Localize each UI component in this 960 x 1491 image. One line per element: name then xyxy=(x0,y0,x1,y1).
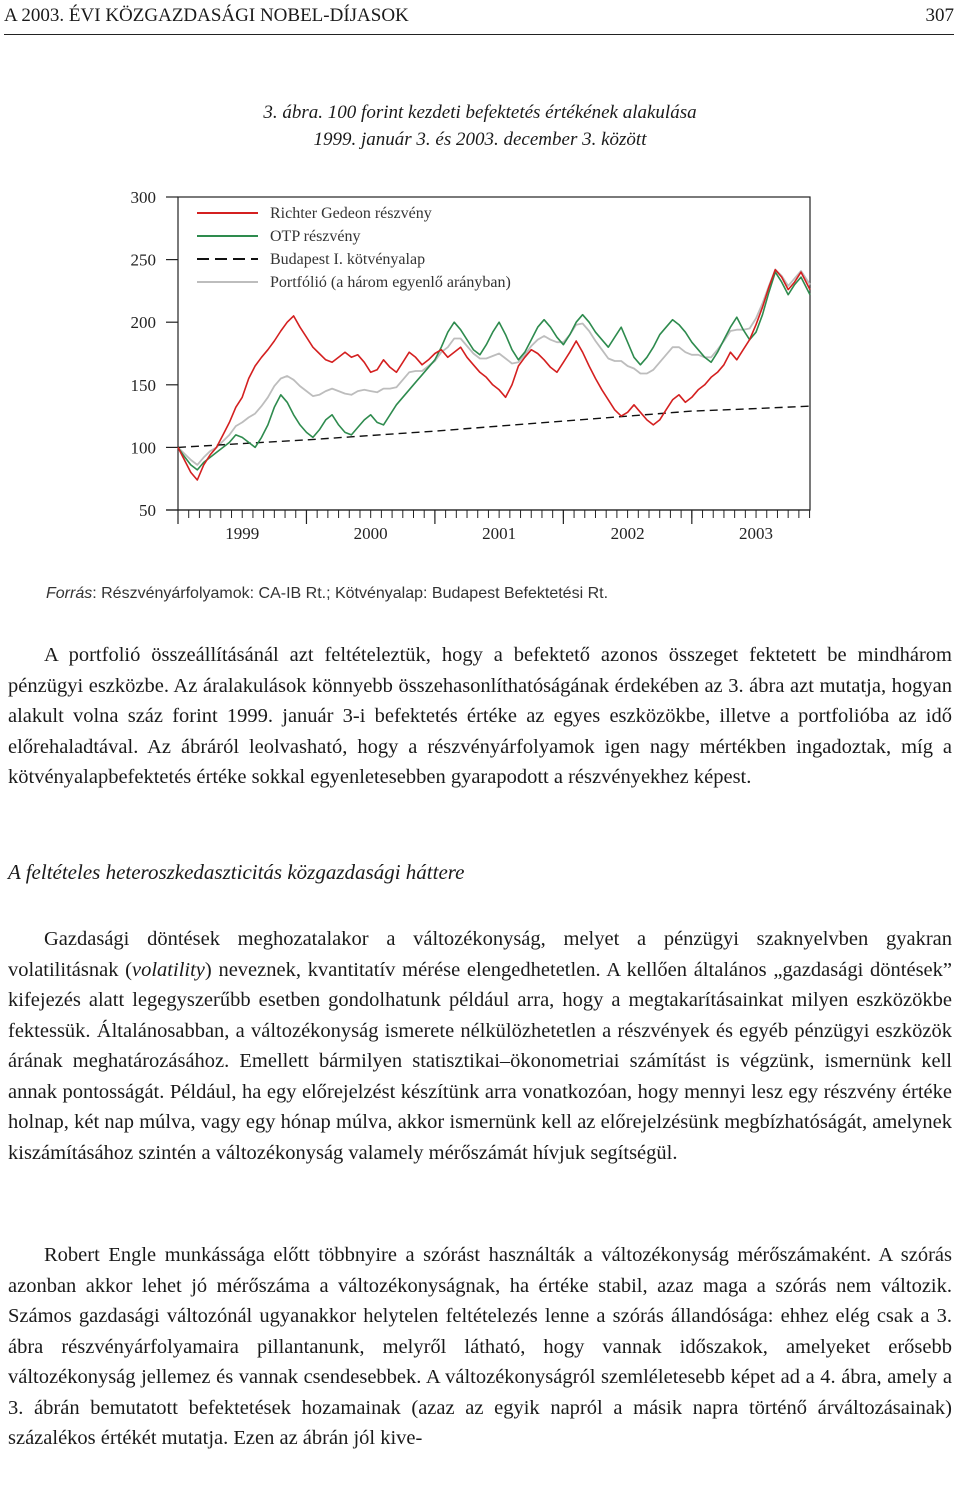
x-tick-label: 2000 xyxy=(353,524,388,543)
figure-title-line-2: 1999. január 3. és 2003. december 3. között xyxy=(313,129,647,150)
running-title: A 2003. ÉVI KÖZGAZDASÁGI NOBEL-DÍJASOK xyxy=(4,5,409,26)
paragraph-2-text-b: ) neveznek, kvantitatív mérése elengedhetetlen. A kellően általános „gazdasági döntések” kifejezés alatt legegyszerűbb esetben gondolhatunk például arra, hogy a megtakarításainkat milyen eszközökbe fektessük. Általánosabban, a változékonyság ismerete nélkülözhetetlen a részvények és egyéb pénzügyi eszközök árának meghatározásához. Emellett bármilyen statisztikai–ökonometriai számítást is végzünk, ismernünk kell annak pontosságát. Például, ha egy előrejelzést készítünk arra vonatkozóan, hogy mennyi lesz egy részvény értéke holnap, két nap múlva, vagy egy hónap múlva, akkor ismernünk kell az előrejelzésünk megbízhatóságát, amelynek kiszámításához szintén a változékonyság valamely mérőszámát hívjuk segítségül. xyxy=(8,958,952,1164)
line-chart xyxy=(0,180,960,560)
section-heading: A feltételes heteroszkedaszticitás közgazdasági háttere xyxy=(8,860,465,884)
page-number: 307 xyxy=(925,5,954,26)
y-tick-label: 100 xyxy=(130,438,156,458)
legend-label: Portfólió (a három egyenlő arányban) xyxy=(270,274,511,291)
x-tick-label: 2002 xyxy=(610,524,645,543)
paragraph-2 xyxy=(8,924,952,1168)
figure-title-line-1: 3. ábra. 100 forint kezdeti befektetés értékének alakulása xyxy=(263,102,697,123)
paragraph-1 xyxy=(8,640,952,793)
y-tick-label: 250 xyxy=(130,250,156,270)
y-tick-label: 150 xyxy=(130,375,156,395)
paragraph-1-text: A portfolió összeállításánál azt feltételeztük, hogy a befektető azonos összeget fektetett be mindhárom pénzügyi eszközbe. Az áralakulások könnyebb összehasonlíthatóságának érdekében az 3. ábra azt mutatja, hogyan alakult volna száz forint 1999. január 3-i befektetés értéke az egyes eszközökbe, illetve a portfolióba az idő előrehaladtával. Az ábráról leolvasható, hogy a részvényárfolyamok igen nagy mértékben ingadoztak, míg a kötvényalapbefektetés értéke sokkal egyenletesebben gyarapodott a részvényekhez képest. xyxy=(8,644,952,788)
legend-label: Budapest I. kötvényalap xyxy=(270,251,426,268)
running-header xyxy=(4,5,954,27)
x-tick-label: 2001 xyxy=(482,524,517,543)
paragraph-2-italic: volatility xyxy=(132,958,205,981)
y-tick-label: 50 xyxy=(139,501,156,520)
richter-line xyxy=(178,270,810,480)
y-tick-label: 300 xyxy=(130,188,156,207)
legend-label: OTP részvény xyxy=(270,228,361,245)
portfolio-line xyxy=(178,270,810,465)
source-label: Forrás xyxy=(46,585,93,602)
figure-source xyxy=(46,585,608,603)
source-text: : Részvényárfolyamok: CA-IB Rt.; Kötvényalap: Budapest Befektetési Rt. xyxy=(92,585,609,602)
x-tick-label: 1999 xyxy=(225,524,260,543)
paragraph-3-text: Robert Engle munkássága előtt többnyire a szórást használták a változékonyság mérőszámaként. A szórás azonban akkor lehet jó mérőszáma a változékonyságnak, ha értéke stabil, azaz maga a szórás nem változik. Számos gazdasági változónál ugyanakkor helytelen feltételezés lenne a szórás állandósága: ehhez elég csak a 3. ábra részvényárfolyamaira pillantanunk, melyről látható, hogy vannak időszakok, amelyeket erősebb változékonyság jellemez és vannak csendesebbek. A változékonyságról szemléletesebb képet ad a 4. ábra, amely a 3. ábrán bemutatott befektetések hozamainak (azaz az egyik napról a másik napra történő árváltozásainak) százalékos értékét mutatja. Ezen az ábrán jól kive- xyxy=(8,1244,952,1449)
paragraph-3 xyxy=(8,1240,952,1454)
legend-label: Richter Gedeon részvény xyxy=(270,205,432,222)
x-tick-label: 2003 xyxy=(739,524,774,543)
header-rule xyxy=(4,34,954,35)
otp-line xyxy=(178,272,810,470)
paragraph-2-text-a: Gazdasági döntések meghozatalakor a változékonyság, melyet a pénzügyi szaknyelvben gyakran volatilitásnak ( xyxy=(8,928,952,981)
y-tick-label: 200 xyxy=(130,313,156,333)
